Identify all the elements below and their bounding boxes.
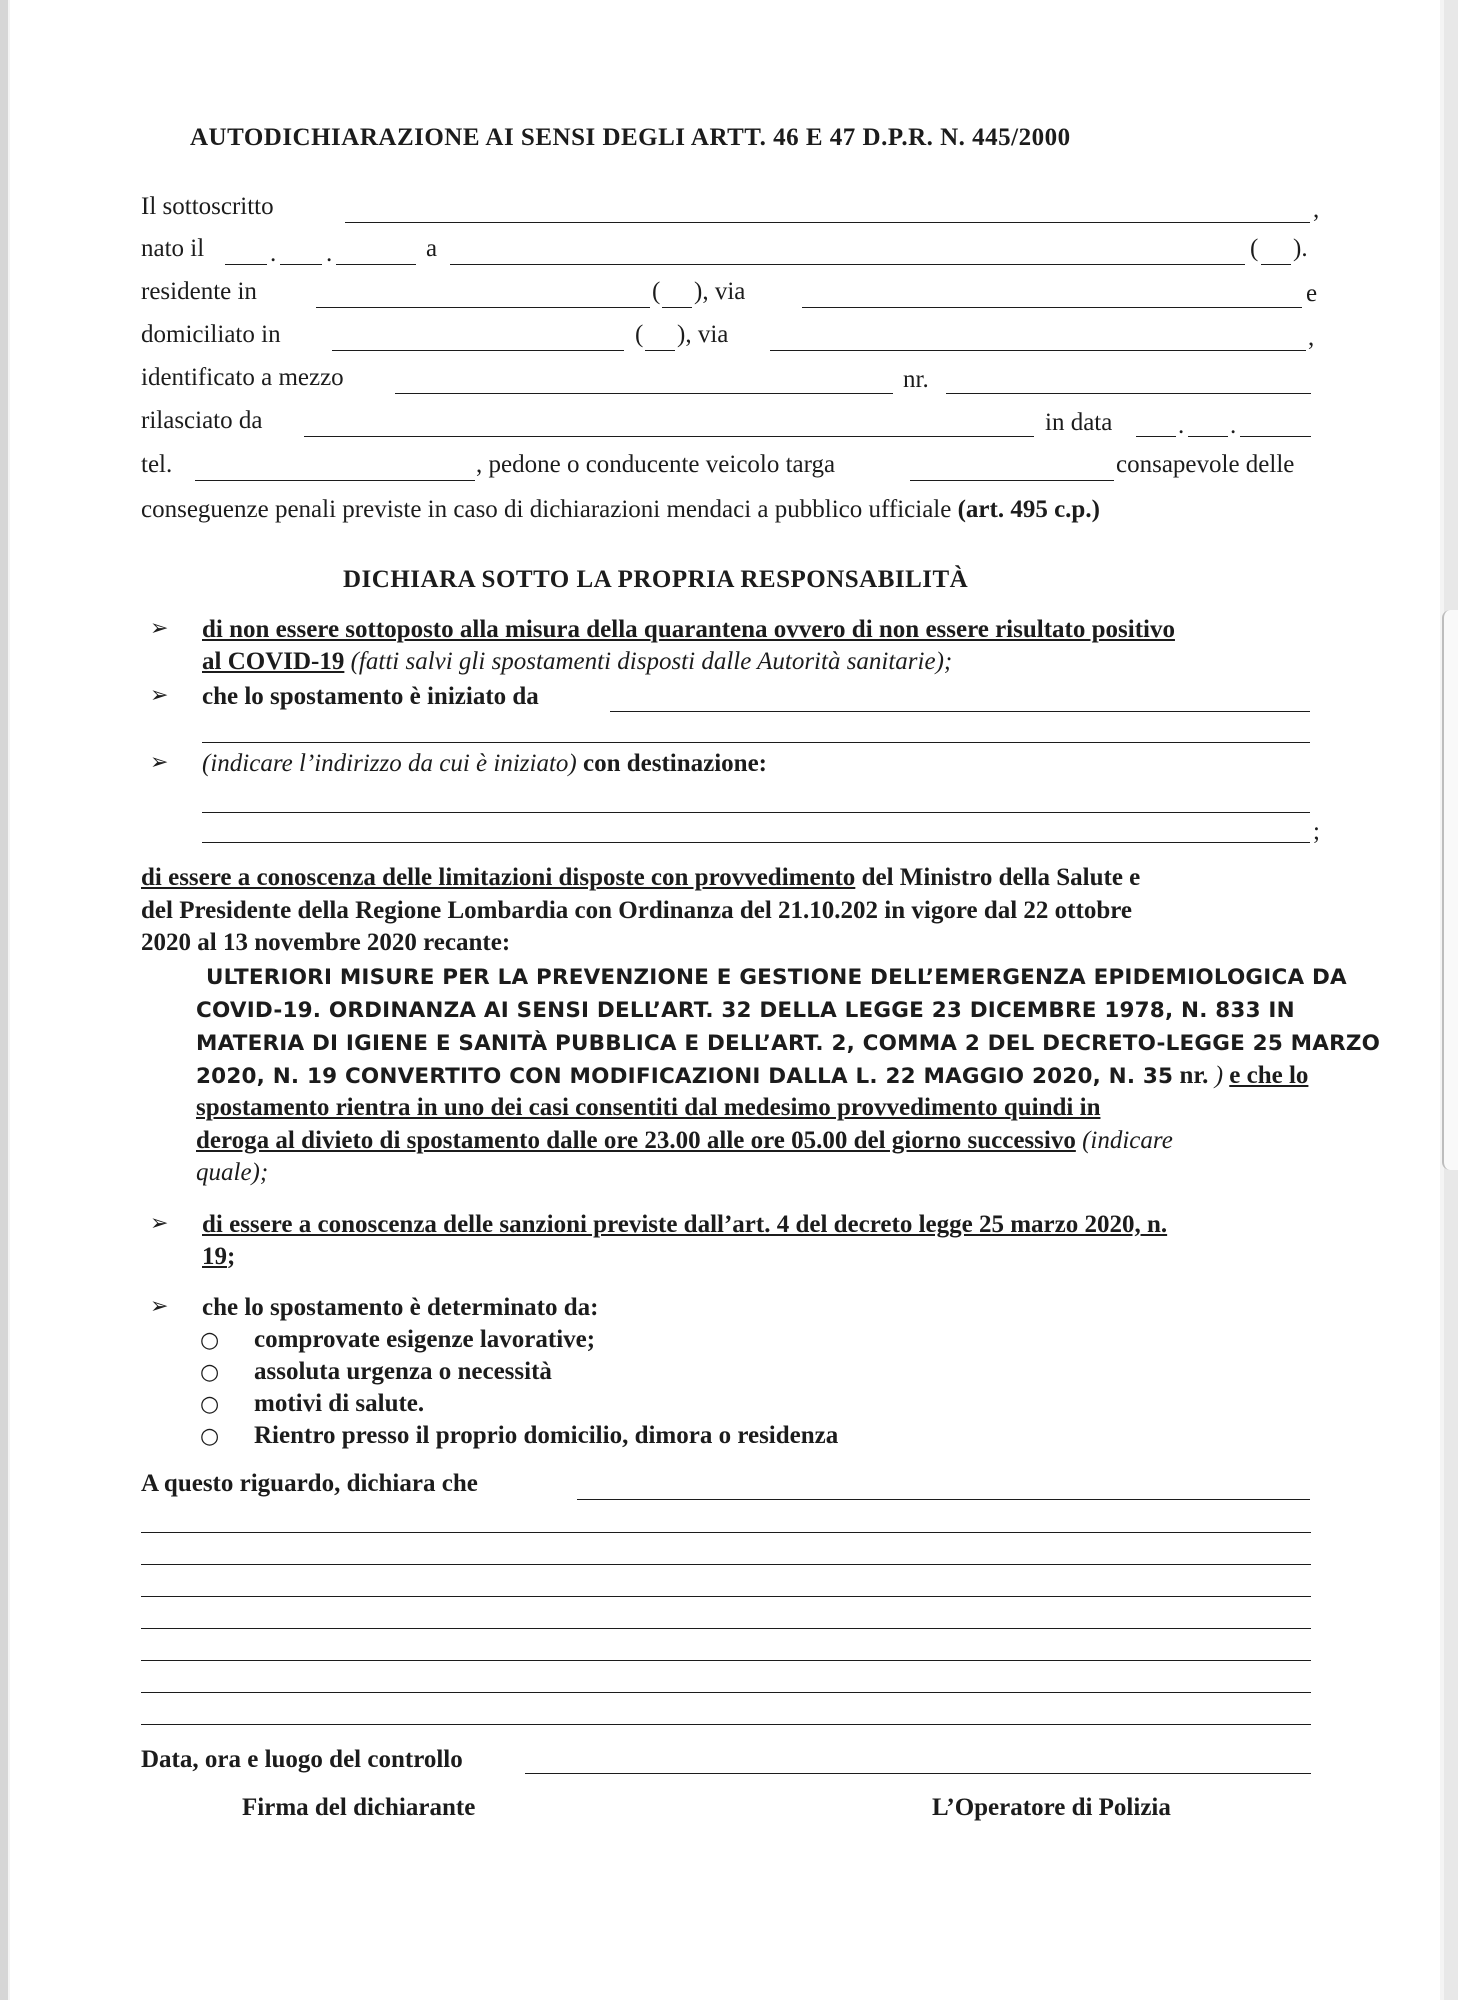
ordinanza-line4-caps: 2020, N. 19 CONVERTITO CON MODIFICAZIONI DALLA L. 22 MAGGIO 2020, N. 35	[196, 1064, 1174, 1089]
sanzioni-tail: ;	[227, 1243, 236, 1270]
residente-e: e	[1306, 280, 1318, 307]
quarantena-note: (fatti salvi gli spostamenti disposti dalle Autorità sanitarie);	[344, 648, 953, 675]
sottoscritto-label: Il sottoscritto	[141, 193, 274, 220]
page-title: AUTODICHIARAZIONE AI SENSI DEGLI ARTT. 46 E 47 D.P.R. N. 445/2000	[190, 124, 1071, 151]
motivo-option: assoluta urgenza o necessità	[254, 1358, 552, 1385]
comma-mark: ,	[1308, 324, 1315, 351]
dom-prov-open: (	[635, 321, 644, 348]
destinazione-label	[202, 750, 767, 778]
rilascio-giorno-field[interactable]	[1136, 436, 1176, 437]
quarantena-line2	[202, 648, 952, 676]
documento-field[interactable]	[395, 393, 893, 394]
bullet-arrow-icon: ➢	[150, 750, 169, 775]
dichiarazione-line[interactable]	[141, 1628, 1311, 1629]
ordinanza-tail: e che lo	[1229, 1062, 1309, 1089]
conoscenza-line1	[141, 864, 1140, 892]
conoscenza-line2: del Presidente della Regione Lombardia con Ordinanza del 21.10.202 in vigore dal 22 ottobre	[141, 897, 1132, 924]
birth-place-field[interactable]	[450, 264, 1245, 265]
date-dot: .	[270, 240, 277, 267]
ordinanza-nr: nr.	[1173, 1062, 1215, 1089]
dichiarazione-line[interactable]	[141, 1532, 1311, 1533]
deroga-line2	[196, 1127, 1173, 1155]
dichiarazione-line[interactable]	[141, 1564, 1311, 1565]
tel-field[interactable]	[195, 480, 475, 481]
domiciliato-label: domiciliato in	[141, 321, 281, 348]
ordinanza-line3: MATERIA DI IGIENE E SANITÀ PUBBLICA E DELL’ART. 2, COMMA 2 DEL DECRETO-LEGGE 25 MARZO	[196, 1031, 1381, 1056]
sanzioni-num: 19	[202, 1243, 227, 1270]
option-circle-icon[interactable]: ○	[200, 1392, 220, 1417]
semicolon-mark: ;	[1313, 818, 1320, 845]
deroga-indicare: (indicare	[1075, 1127, 1173, 1154]
deroga-text: deroga al divieto di spostamento dalle ore 23.00 alle ore 05.00 del giorno successivo	[196, 1127, 1076, 1154]
sanzioni-line2	[202, 1243, 235, 1271]
rilasciato-label: rilasciato da	[141, 407, 263, 434]
dichiarazione-line[interactable]	[141, 1660, 1311, 1661]
pedone-label: , pedone o conducente veicolo targa	[476, 451, 836, 478]
spostamento-iniziato-label: che lo spostamento è iniziato da	[202, 683, 539, 710]
conseguenze-article: (art. 495 c.p.)	[957, 496, 1100, 523]
ordinanza-line2: COVID-19. ORDINANZA AI SENSI DELL’ART. 32 DELLA LEGGE 23 DICEMBRE 1978, N. 833 IN	[196, 998, 1295, 1023]
rilascio-anno-field[interactable]	[1240, 436, 1311, 437]
form-page	[10, 0, 1440, 2000]
bullet-arrow-icon: ➢	[150, 1211, 169, 1236]
page-shadow-left	[0, 0, 8, 2000]
nato-il-label: nato il	[141, 235, 205, 262]
dichiara-che-label: A questo riguardo, dichiara che	[141, 1470, 478, 1497]
data-ora-label: Data, ora e luogo del controllo	[141, 1746, 463, 1773]
motivo-option: comprovate esigenze lavorative;	[254, 1326, 596, 1353]
dichiarazione-line[interactable]	[141, 1692, 1311, 1693]
conoscenza-ministro: del Ministro della Salute e	[855, 864, 1141, 891]
documento-numero-field[interactable]	[946, 393, 1311, 394]
option-circle-icon[interactable]: ○	[200, 1328, 220, 1353]
ordinanza-line4	[196, 1062, 1308, 1090]
option-circle-icon[interactable]: ○	[200, 1424, 220, 1449]
data-ora-field[interactable]	[525, 1773, 1311, 1774]
conseguenze-text	[141, 496, 1100, 524]
prov-open: (	[1250, 235, 1259, 262]
date-dot: .	[1178, 412, 1185, 439]
dichiarazione-line[interactable]	[141, 1724, 1311, 1725]
nato-a-label: a	[426, 235, 438, 262]
motivi-intro: che lo spostamento è determinato da:	[202, 1294, 599, 1321]
comma-mark: ,	[1313, 196, 1320, 223]
nr-label: nr.	[903, 366, 929, 393]
quarantena-covid: al COVID-19	[202, 648, 345, 675]
option-circle-icon[interactable]: ○	[200, 1360, 220, 1385]
firma-dichiarante-label: Firma del dichiarante	[242, 1794, 476, 1821]
rilasciato-da-underline	[304, 436, 1034, 437]
date-dot: .	[326, 240, 333, 267]
res-prov-close: ), via	[694, 278, 746, 305]
destinazione-field-1[interactable]	[202, 812, 1310, 813]
birth-month-field[interactable]	[280, 264, 322, 265]
residenza-comune-field[interactable]	[316, 307, 650, 308]
bullet-arrow-icon: ➢	[150, 683, 169, 708]
domicilio-comune-field[interactable]	[332, 350, 624, 351]
dom-prov-close: ), via	[677, 321, 729, 348]
side-scroll-tab[interactable]	[1442, 610, 1458, 1170]
inizio-field[interactable]	[610, 711, 1310, 712]
domicilio-via-field[interactable]	[770, 350, 1306, 351]
section-heading: DICHIARA SOTTO LA PROPRIA RESPONSABILITÀ	[343, 566, 969, 593]
birth-year-field[interactable]	[336, 264, 416, 265]
conseguenze-main: conseguenze penali previste in caso di dichiarazioni mendaci a pubblico ufficiale	[141, 496, 958, 523]
identificato-label: identificato a mezzo	[141, 364, 344, 391]
tel-label: tel.	[141, 451, 173, 478]
bullet-arrow-icon: ➢	[150, 1294, 169, 1319]
destinazione-note: (indicare l’indirizzo da cui è iniziato)	[202, 750, 577, 777]
residente-label: residente in	[141, 278, 257, 305]
dichiarazione-field[interactable]	[577, 1499, 1310, 1500]
quarantena-line1: di non essere sottoposto alla misura della quarantena ovvero di non essere risultato positivo	[202, 616, 1175, 643]
birth-day-field[interactable]	[225, 264, 267, 265]
inizio-field-2[interactable]	[202, 742, 1310, 743]
domicilio-provincia-field[interactable]	[645, 350, 675, 351]
consapevole-label: consapevole delle	[1116, 451, 1295, 478]
birth-province-field[interactable]	[1261, 264, 1291, 265]
residenza-provincia-field[interactable]	[662, 307, 692, 308]
destinazione-text: con destinazione:	[576, 750, 768, 777]
motivo-option: motivi di salute.	[254, 1390, 425, 1417]
motivo-option: Rientro presso il proprio domicilio, dimora o residenza	[254, 1422, 839, 1449]
deroga-line3: quale);	[196, 1159, 269, 1186]
rilascio-mese-field[interactable]	[1188, 436, 1228, 437]
bullet-arrow-icon: ➢	[150, 616, 169, 641]
ordinanza-line1: ULTERIORI MISURE PER LA PREVENZIONE E GESTIONE DELL’EMERGENZA EPIDEMIOLOGICA DA	[206, 965, 1347, 990]
ordinanza-paren: )	[1214, 1062, 1230, 1089]
dichiarazione-line[interactable]	[141, 1596, 1311, 1597]
residenza-via-field[interactable]	[802, 307, 1302, 308]
destinazione-field-2[interactable]	[202, 842, 1310, 843]
conoscenza-line3: 2020 al 13 novembre 2020 recante:	[141, 929, 511, 956]
sanzioni-line1: di essere a conoscenza delle sanzioni previste dall’art. 4 del decreto legge 25 marzo 2020, n.	[202, 1211, 1168, 1238]
res-prov-open: (	[652, 278, 661, 305]
date-dot: .	[1230, 412, 1237, 439]
targa-field[interactable]	[910, 480, 1114, 481]
prov-close: ).	[1293, 235, 1308, 262]
in-data-label: in data	[1045, 409, 1113, 436]
sottoscritto-field[interactable]	[345, 222, 1310, 223]
conoscenza-underlined: di essere a conoscenza delle limitazioni disposte con provvedimento	[141, 864, 856, 891]
operatore-polizia-label: L’Operatore di Polizia	[932, 1794, 1171, 1821]
deroga-line1: spostamento rientra in uno dei casi consentiti dal medesimo provvedimento quindi in	[196, 1094, 1101, 1121]
